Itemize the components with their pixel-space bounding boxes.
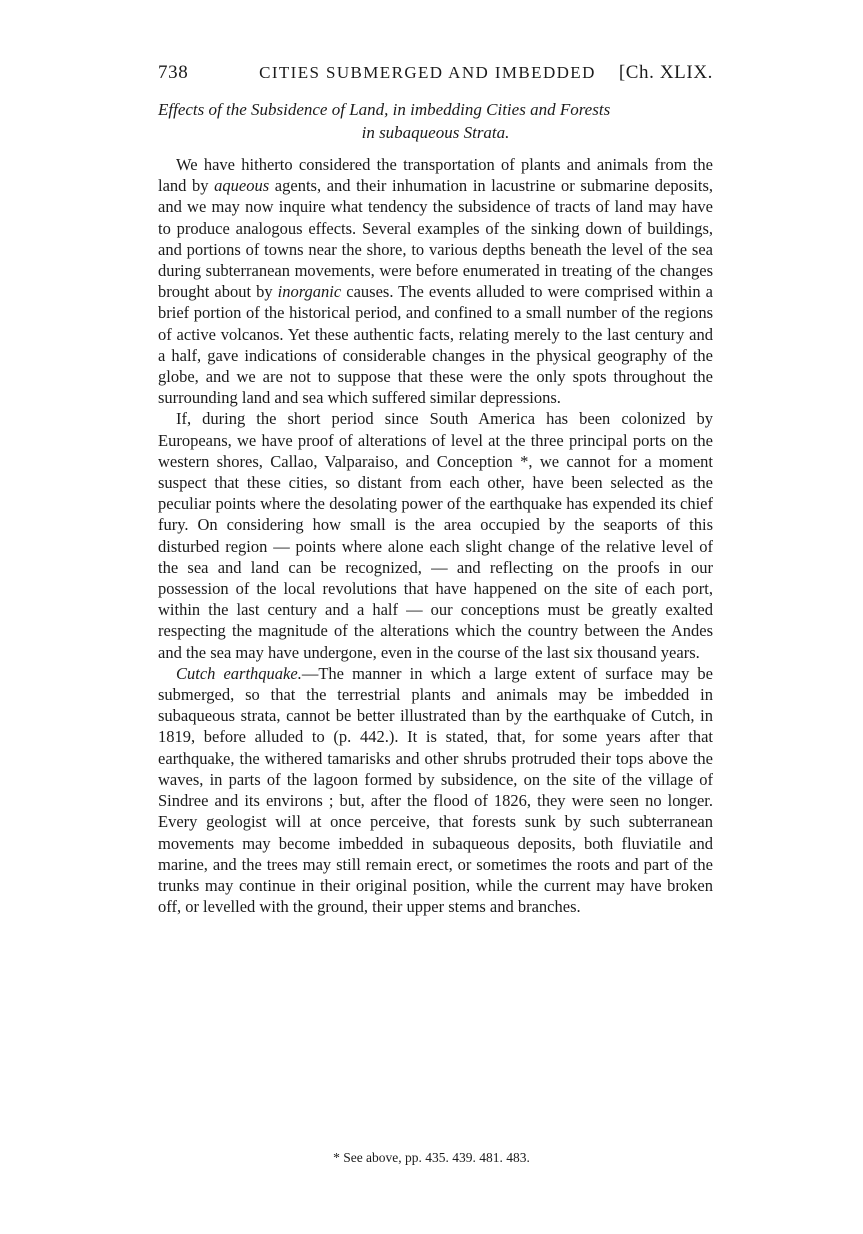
paragraph-3	[158, 663, 713, 917]
paragraph-3-text: —The manner in which a large extent of surface may be submerged, so that the terrestrial plants and animals may be imbedded in subaqueous strata, cannot be better illustrated than by the earthquake of Cutch, in 1819, before alluded to (p. 442.). It is stated, that, for some years after that earthquake, the withered tamarisks and other shrubs protruded their tops above the waves, in parts of the lagoon formed by subsidence, on the site of the village of Sindree and its environs ; but, after the flood of 1826, they were seen no longer. Every geologist will at once perceive, that forests sunk by such subterranean movements may become imbedded in subaqueous deposits, both fluviatile and marine, and the trees may still remain erect, or sometimes the roots and part of the trunks may continue in their original position, while the current may have broken off, or levelled with the ground, their upper stems and branches.	[158, 663, 713, 917]
page-number: 738	[158, 62, 189, 83]
section-heading-line-1: Effects of the Subsidence of Land, in imbedding Cities and Forests	[158, 100, 611, 119]
paragraph-1-italic-inorganic: inorganic	[277, 282, 342, 302]
running-head	[158, 62, 713, 84]
paragraph-1-text-e: causes. The events alluded to were comprised within a brief portion of the historical period, and confined to a small number of the regions of active volcanos. Yet these authentic facts, relating merely to the last century and a half, gave indications of considerable changes in the physical geography of the globe, and we are not to suppose that these were the only spots throughout the surrounding land and sea which suffered similar depressions.	[158, 282, 713, 408]
paragraph-1-italic-aqueous: aqueous	[214, 176, 270, 196]
section-heading	[158, 98, 713, 144]
section-heading-line-2: in subaqueous Strata.	[361, 123, 510, 142]
footnote: * See above, pp. 435. 439. 481. 483.	[333, 1150, 530, 1165]
chapter-label: [Ch. XLIX.	[618, 62, 713, 83]
paragraph-1-text-c: agents, and their inhumation in lacustrine or submarine deposits, and we may now inquire what tendency the subsidence of tracts of land may have to produce analogous effects. Several examples of the sinking down of buildings, and portions of towns near the shore, to various depths beneath the level of the sea during subterranean movements, were before enumerated in treating of the changes brought about by	[158, 176, 713, 302]
paragraph-3-lead: Cutch earthquake.	[176, 663, 302, 683]
paragraph-1-text-a: We have hitherto considered the transportation of plants and animals from the land by	[158, 155, 713, 196]
paragraph-1	[158, 154, 713, 408]
paragraph-2: If, during the short period since South America has been colonized by Europeans, we have proof of alterations of level at the three principal ports on the western shores, Callao, Valparaiso, and Conception *, we cannot for a moment suspect that these cities, so distant from each other, have been selected as the peculiar points where the desolating power of the earthquake has expended its chief fury. On considering how small is the area occupied by the seaports of this disturbed region — points where alone each slight change of the relative level of the sea and land can be recognized, — and reflecting on the proofs in our possession of the local revolutions that have happened on the site of each port, within the last century and a half — our conceptions must be greatly exalted respecting the magnitude of the alterations which the country between the Andes and the sea may have undergone, even in the course of the last six thousand years.	[158, 409, 713, 662]
running-title: CITIES SUBMERGED AND IMBEDDED	[259, 63, 596, 82]
